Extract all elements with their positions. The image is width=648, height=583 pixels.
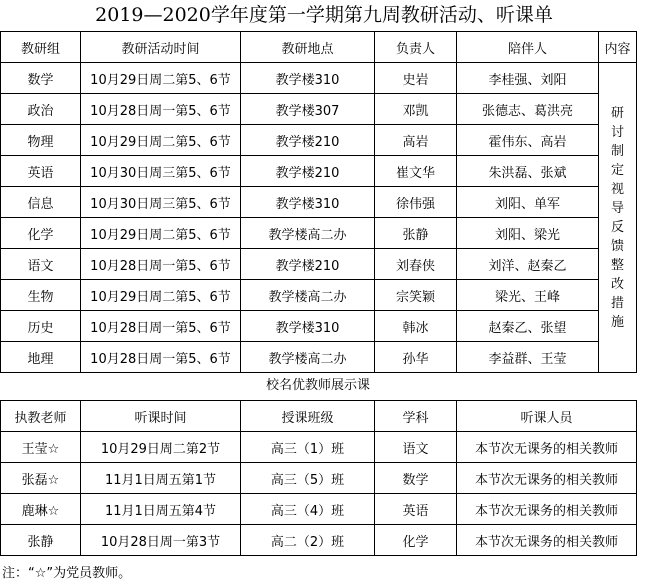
header-lesson-time: 听课时间 [81, 401, 241, 432]
cell-attendees: 本节次无课务的相关教师 [457, 463, 637, 494]
cell-leader: 崔文华 [375, 156, 457, 187]
header-time: 教研活动时间 [81, 32, 241, 63]
cell-companions: 刘洋、赵秦乙 [457, 249, 599, 280]
cell-subject: 语文 [375, 432, 457, 463]
cell-leader: 史岩 [375, 63, 457, 94]
lessons-table [0, 400, 637, 556]
cell-companions: 朱洪磊、张斌 [457, 156, 599, 187]
table-row [1, 156, 637, 187]
cell-lesson-time: 10月28日周一第3节 [81, 525, 241, 556]
cell-location: 教学楼307 [241, 94, 375, 125]
cell-time: 10月28日周一第5、6节 [81, 342, 241, 373]
cell-time: 10月28日周一第5、6节 [81, 311, 241, 342]
cell-time: 10月28日周一第5、6节 [81, 249, 241, 280]
cell-companions: 张德志、葛洪亮 [457, 94, 599, 125]
cell-companions: 霍伟东、高岩 [457, 125, 599, 156]
cell-teacher: 王莹☆ [1, 432, 81, 463]
cell-leader: 徐伟强 [375, 187, 457, 218]
cell-subject: 英语 [375, 494, 457, 525]
cell-class: 高三（1）班 [241, 432, 375, 463]
cell-leader: 宗笑颖 [375, 280, 457, 311]
cell-time: 10月29日周二第5、6节 [81, 280, 241, 311]
cell-leader: 孙华 [375, 342, 457, 373]
cell-group: 政治 [1, 94, 81, 125]
cell-leader: 邓凯 [375, 94, 457, 125]
table-row [1, 525, 637, 556]
table-row [1, 463, 637, 494]
header-subject: 学科 [375, 401, 457, 432]
cell-lesson-time: 10月29日周二第2节 [81, 432, 241, 463]
cell-class: 高二（2）班 [241, 525, 375, 556]
header-companions: 陪伴人 [457, 32, 599, 63]
cell-attendees: 本节次无课务的相关教师 [457, 494, 637, 525]
table-row [1, 249, 637, 280]
page-title: 2019—2020学年度第一学期第九周教研活动、听课单 [95, 4, 553, 26]
cell-companions: 刘阳、单军 [457, 187, 599, 218]
header-leader: 负责人 [375, 32, 457, 63]
table-row [1, 218, 637, 249]
cell-group: 英语 [1, 156, 81, 187]
content-char: 定 [610, 162, 624, 178]
cell-group: 语文 [1, 249, 81, 280]
content-char: 制 [610, 143, 624, 159]
cell-location: 教学楼210 [241, 156, 375, 187]
header-attendees: 听课人员 [457, 401, 637, 432]
cell-time: 10月30日周三第5、6节 [81, 187, 241, 218]
cell-companions: 李益群、王莹 [457, 342, 599, 373]
footnote: 注：“☆”为党员教师。 [2, 566, 132, 581]
table-row [1, 94, 637, 125]
cell-class: 高三（4）班 [241, 494, 375, 525]
cell-time: 10月29日周二第5、6节 [81, 218, 241, 249]
cell-group: 物理 [1, 125, 81, 156]
cell-class: 高三（5）班 [241, 463, 375, 494]
cell-attendees: 本节次无课务的相关教师 [457, 525, 637, 556]
activity-table [0, 31, 637, 373]
cell-location: 教学楼高二办 [241, 342, 375, 373]
content-char: 讨 [610, 124, 624, 140]
cell-lesson-time: 11月1日周五第4节 [81, 494, 241, 525]
cell-leader: 高岩 [375, 125, 457, 156]
content-char: 反 [610, 219, 624, 235]
table-row [1, 432, 637, 463]
cell-leader: 刘春侠 [375, 249, 457, 280]
cell-location: 教学楼310 [241, 187, 375, 218]
content-char: 施 [610, 314, 624, 330]
cell-companions: 梁光、王峰 [457, 280, 599, 311]
header-group: 教研组 [1, 32, 81, 63]
cell-location: 教学楼高二办 [241, 218, 375, 249]
section-title: 校名优教师展示课 [265, 378, 370, 393]
table-row [1, 280, 637, 311]
content-cell [599, 63, 637, 373]
cell-location: 教学楼310 [241, 63, 375, 94]
table-row [1, 187, 637, 218]
cell-time: 10月29日周二第5、6节 [81, 63, 241, 94]
cell-group: 化学 [1, 218, 81, 249]
cell-group: 生物 [1, 280, 81, 311]
content-char: 视 [610, 181, 624, 197]
cell-time: 10月29日周二第5、6节 [81, 125, 241, 156]
table-row [1, 125, 637, 156]
cell-time: 10月28日周一第5、6节 [81, 94, 241, 125]
table-row [1, 63, 637, 94]
table-row [1, 311, 637, 342]
cell-companions: 刘阳、梁光 [457, 218, 599, 249]
header-teacher: 执教老师 [1, 401, 81, 432]
cell-teacher: 张磊☆ [1, 463, 81, 494]
cell-leader: 张静 [375, 218, 457, 249]
table-row [1, 494, 637, 525]
cell-teacher: 鹿琳☆ [1, 494, 81, 525]
content-char: 改 [610, 276, 624, 292]
table-row [1, 342, 637, 373]
content-char: 整 [610, 257, 624, 273]
cell-group: 数学 [1, 63, 81, 94]
header-class: 授课班级 [241, 401, 375, 432]
cell-location: 教学楼210 [241, 125, 375, 156]
content-char: 导 [610, 200, 624, 216]
activity-header-row [1, 32, 637, 63]
cell-group: 历史 [1, 311, 81, 342]
cell-location: 教学楼高二办 [241, 280, 375, 311]
cell-lesson-time: 11月1日周五第1节 [81, 463, 241, 494]
cell-companions: 赵秦乙、张望 [457, 311, 599, 342]
cell-companions: 李桂强、刘阳 [457, 63, 599, 94]
header-location: 教研地点 [241, 32, 375, 63]
cell-attendees: 本节次无课务的相关教师 [457, 432, 637, 463]
lessons-header-row [1, 401, 637, 432]
cell-group: 信息 [1, 187, 81, 218]
cell-teacher: 张静 [1, 525, 81, 556]
cell-group: 地理 [1, 342, 81, 373]
content-char: 措 [610, 295, 624, 311]
cell-location: 教学楼210 [241, 249, 375, 280]
cell-leader: 韩冰 [375, 311, 457, 342]
header-content: 内容 [599, 32, 637, 63]
cell-time: 10月30日周三第5、6节 [81, 156, 241, 187]
content-char: 馈 [610, 238, 624, 254]
cell-location: 教学楼310 [241, 311, 375, 342]
cell-subject: 数学 [375, 463, 457, 494]
content-char: 研 [610, 105, 624, 121]
cell-subject: 化学 [375, 525, 457, 556]
